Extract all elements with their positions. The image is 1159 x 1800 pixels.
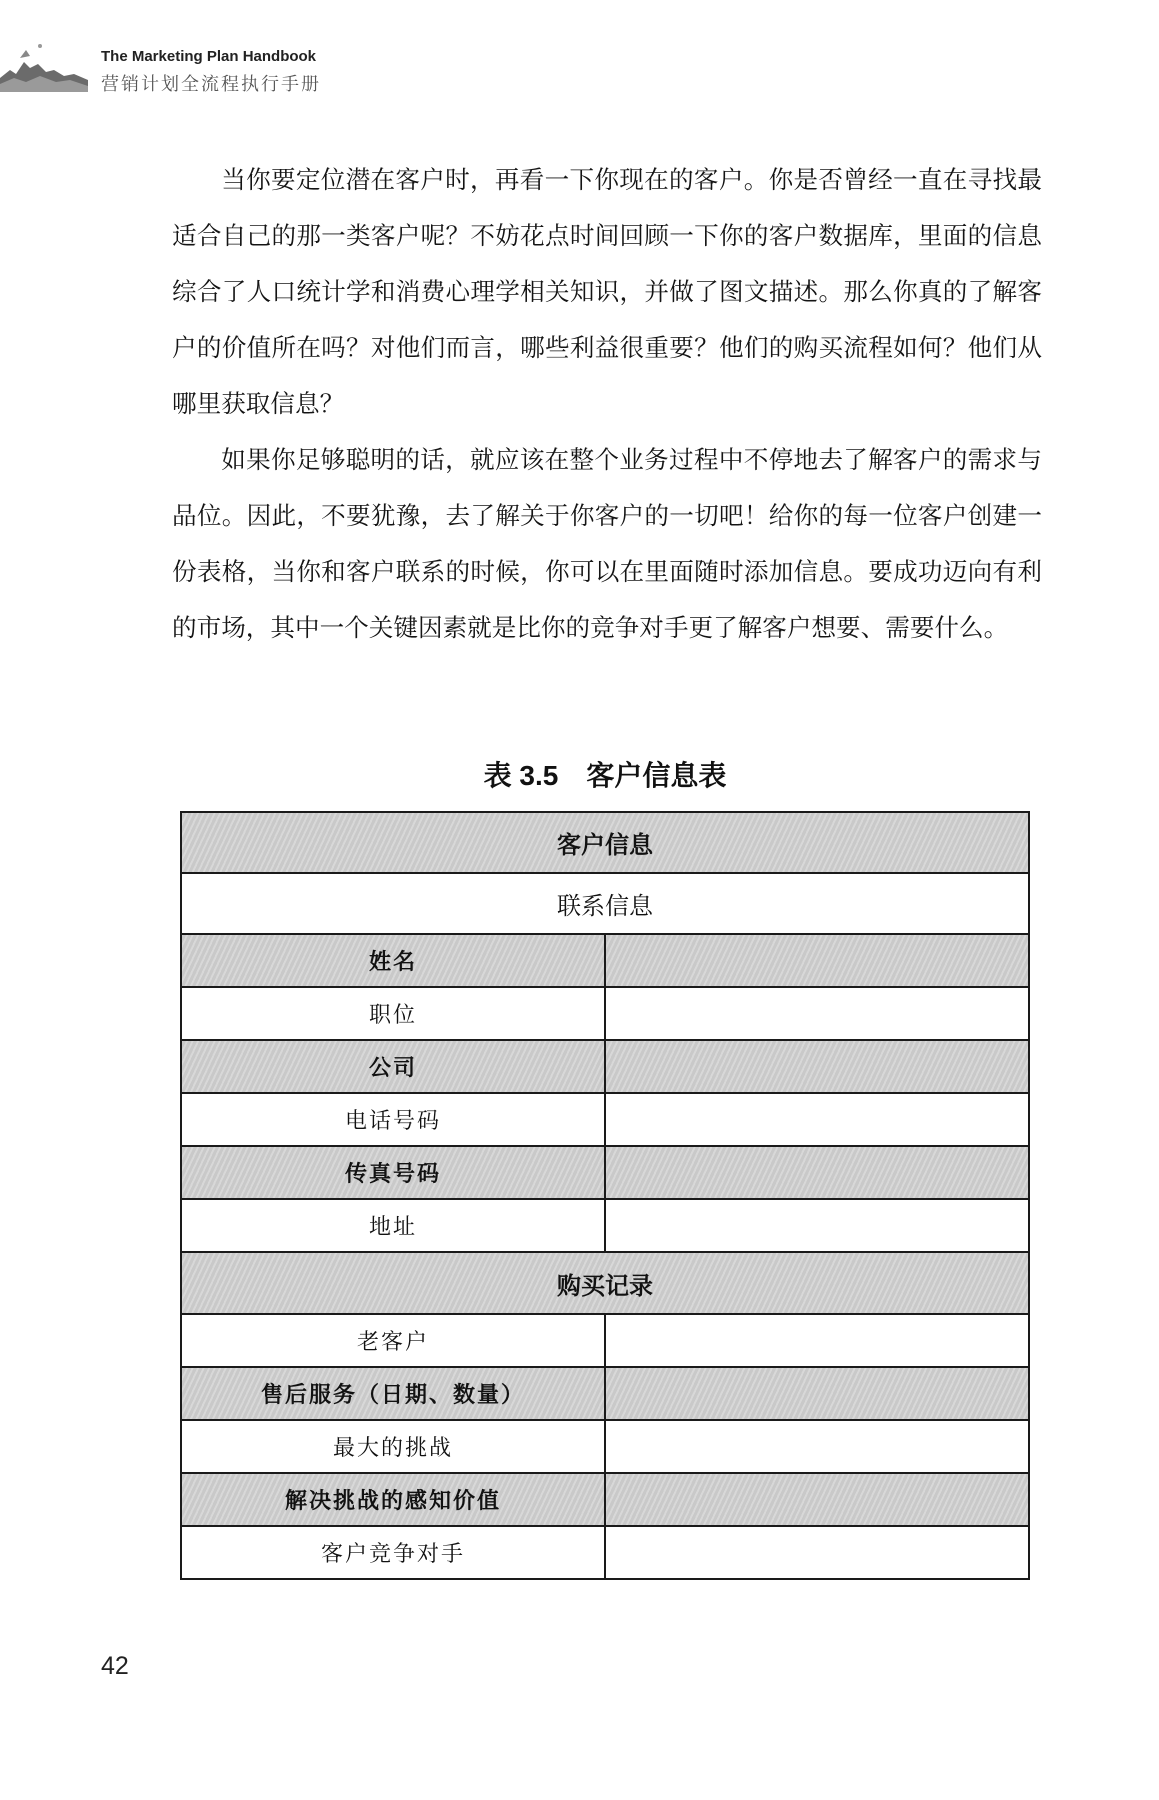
section-cell-contact: 联系信息	[181, 873, 1029, 934]
row-label: 解决挑战的感知价值	[181, 1473, 605, 1526]
row-label: 姓名	[181, 934, 605, 987]
row-value-cell[interactable]	[605, 1526, 1029, 1579]
row-label: 最大的挑战	[181, 1420, 605, 1473]
table-row	[181, 934, 1029, 987]
table-row	[181, 1093, 1029, 1146]
section-row-contact	[181, 873, 1029, 934]
table-row	[181, 1314, 1029, 1367]
section-row-purchase	[181, 1252, 1029, 1314]
section-cell-purchase: 购买记录	[181, 1252, 1029, 1314]
row-label: 公司	[181, 1040, 605, 1093]
table-row	[181, 1040, 1029, 1093]
row-value-cell[interactable]	[605, 1420, 1029, 1473]
row-value-cell[interactable]	[605, 1367, 1029, 1420]
row-value-cell[interactable]	[605, 1040, 1029, 1093]
table-header-cell: 客户信息	[181, 812, 1029, 873]
running-header	[0, 40, 500, 100]
mountain-landscape-icon	[0, 40, 88, 100]
table-row	[181, 1420, 1029, 1473]
row-label: 传真号码	[181, 1146, 605, 1199]
body-text	[172, 152, 1042, 656]
row-label: 电话号码	[181, 1093, 605, 1146]
row-value-cell[interactable]	[605, 1146, 1029, 1199]
table-row	[181, 1473, 1029, 1526]
table-row	[181, 1199, 1029, 1252]
table-row	[181, 1367, 1029, 1420]
row-value-cell[interactable]	[605, 1314, 1029, 1367]
table-header-row	[181, 812, 1029, 873]
table-row	[181, 1146, 1029, 1199]
table-caption	[0, 754, 1159, 794]
row-label: 老客户	[181, 1314, 605, 1367]
row-label: 职位	[181, 987, 605, 1040]
paragraph-1: 当你要定位潜在客户时，再看一下你现在的客户。你是否曾经一直在寻找最适合自己的那一类客户呢？不妨花点时间回顾一下你的客户数据库，里面的信息综合了人口统计学和消费心理学相关知识，并做了图文描述。那么你真的了解客户的价值所在吗？对他们而言，哪些利益很重要？他们的购买流程如何？他们从哪里获取信息？	[172, 165, 1042, 418]
table-row	[181, 987, 1029, 1040]
header-title-english: The Marketing Plan Handbook	[101, 48, 317, 65]
table-caption-number: 表 3.5	[483, 760, 559, 791]
row-value-cell[interactable]	[605, 987, 1029, 1040]
row-value-cell[interactable]	[605, 934, 1029, 987]
paragraph-2: 如果你足够聪明的话，就应该在整个业务过程中不停地去了解客户的需求与品位。因此，不要犹豫，去了解关于你客户的一切吧！给你的每一位客户创建一份表格，当你和客户联系的时候，你可以在里面随时添加信息。要成功迈向有利的市场，其中一个关键因素就是比你的竞争对手更了解客户想要、需要什么。	[172, 445, 1042, 642]
row-label: 客户竞争对手	[181, 1526, 605, 1579]
row-value-cell[interactable]	[605, 1199, 1029, 1252]
row-label: 售后服务（日期、数量）	[181, 1367, 605, 1420]
row-label: 地址	[181, 1199, 605, 1252]
customer-info-table	[180, 811, 1030, 1580]
row-value-cell[interactable]	[605, 1093, 1029, 1146]
page-number: 42	[101, 1652, 129, 1680]
header-title-chinese: 营销计划全流程执行手册	[101, 74, 321, 95]
table-row	[181, 1526, 1029, 1579]
row-value-cell[interactable]	[605, 1473, 1029, 1526]
table-caption-title: 客户信息表	[586, 759, 727, 792]
